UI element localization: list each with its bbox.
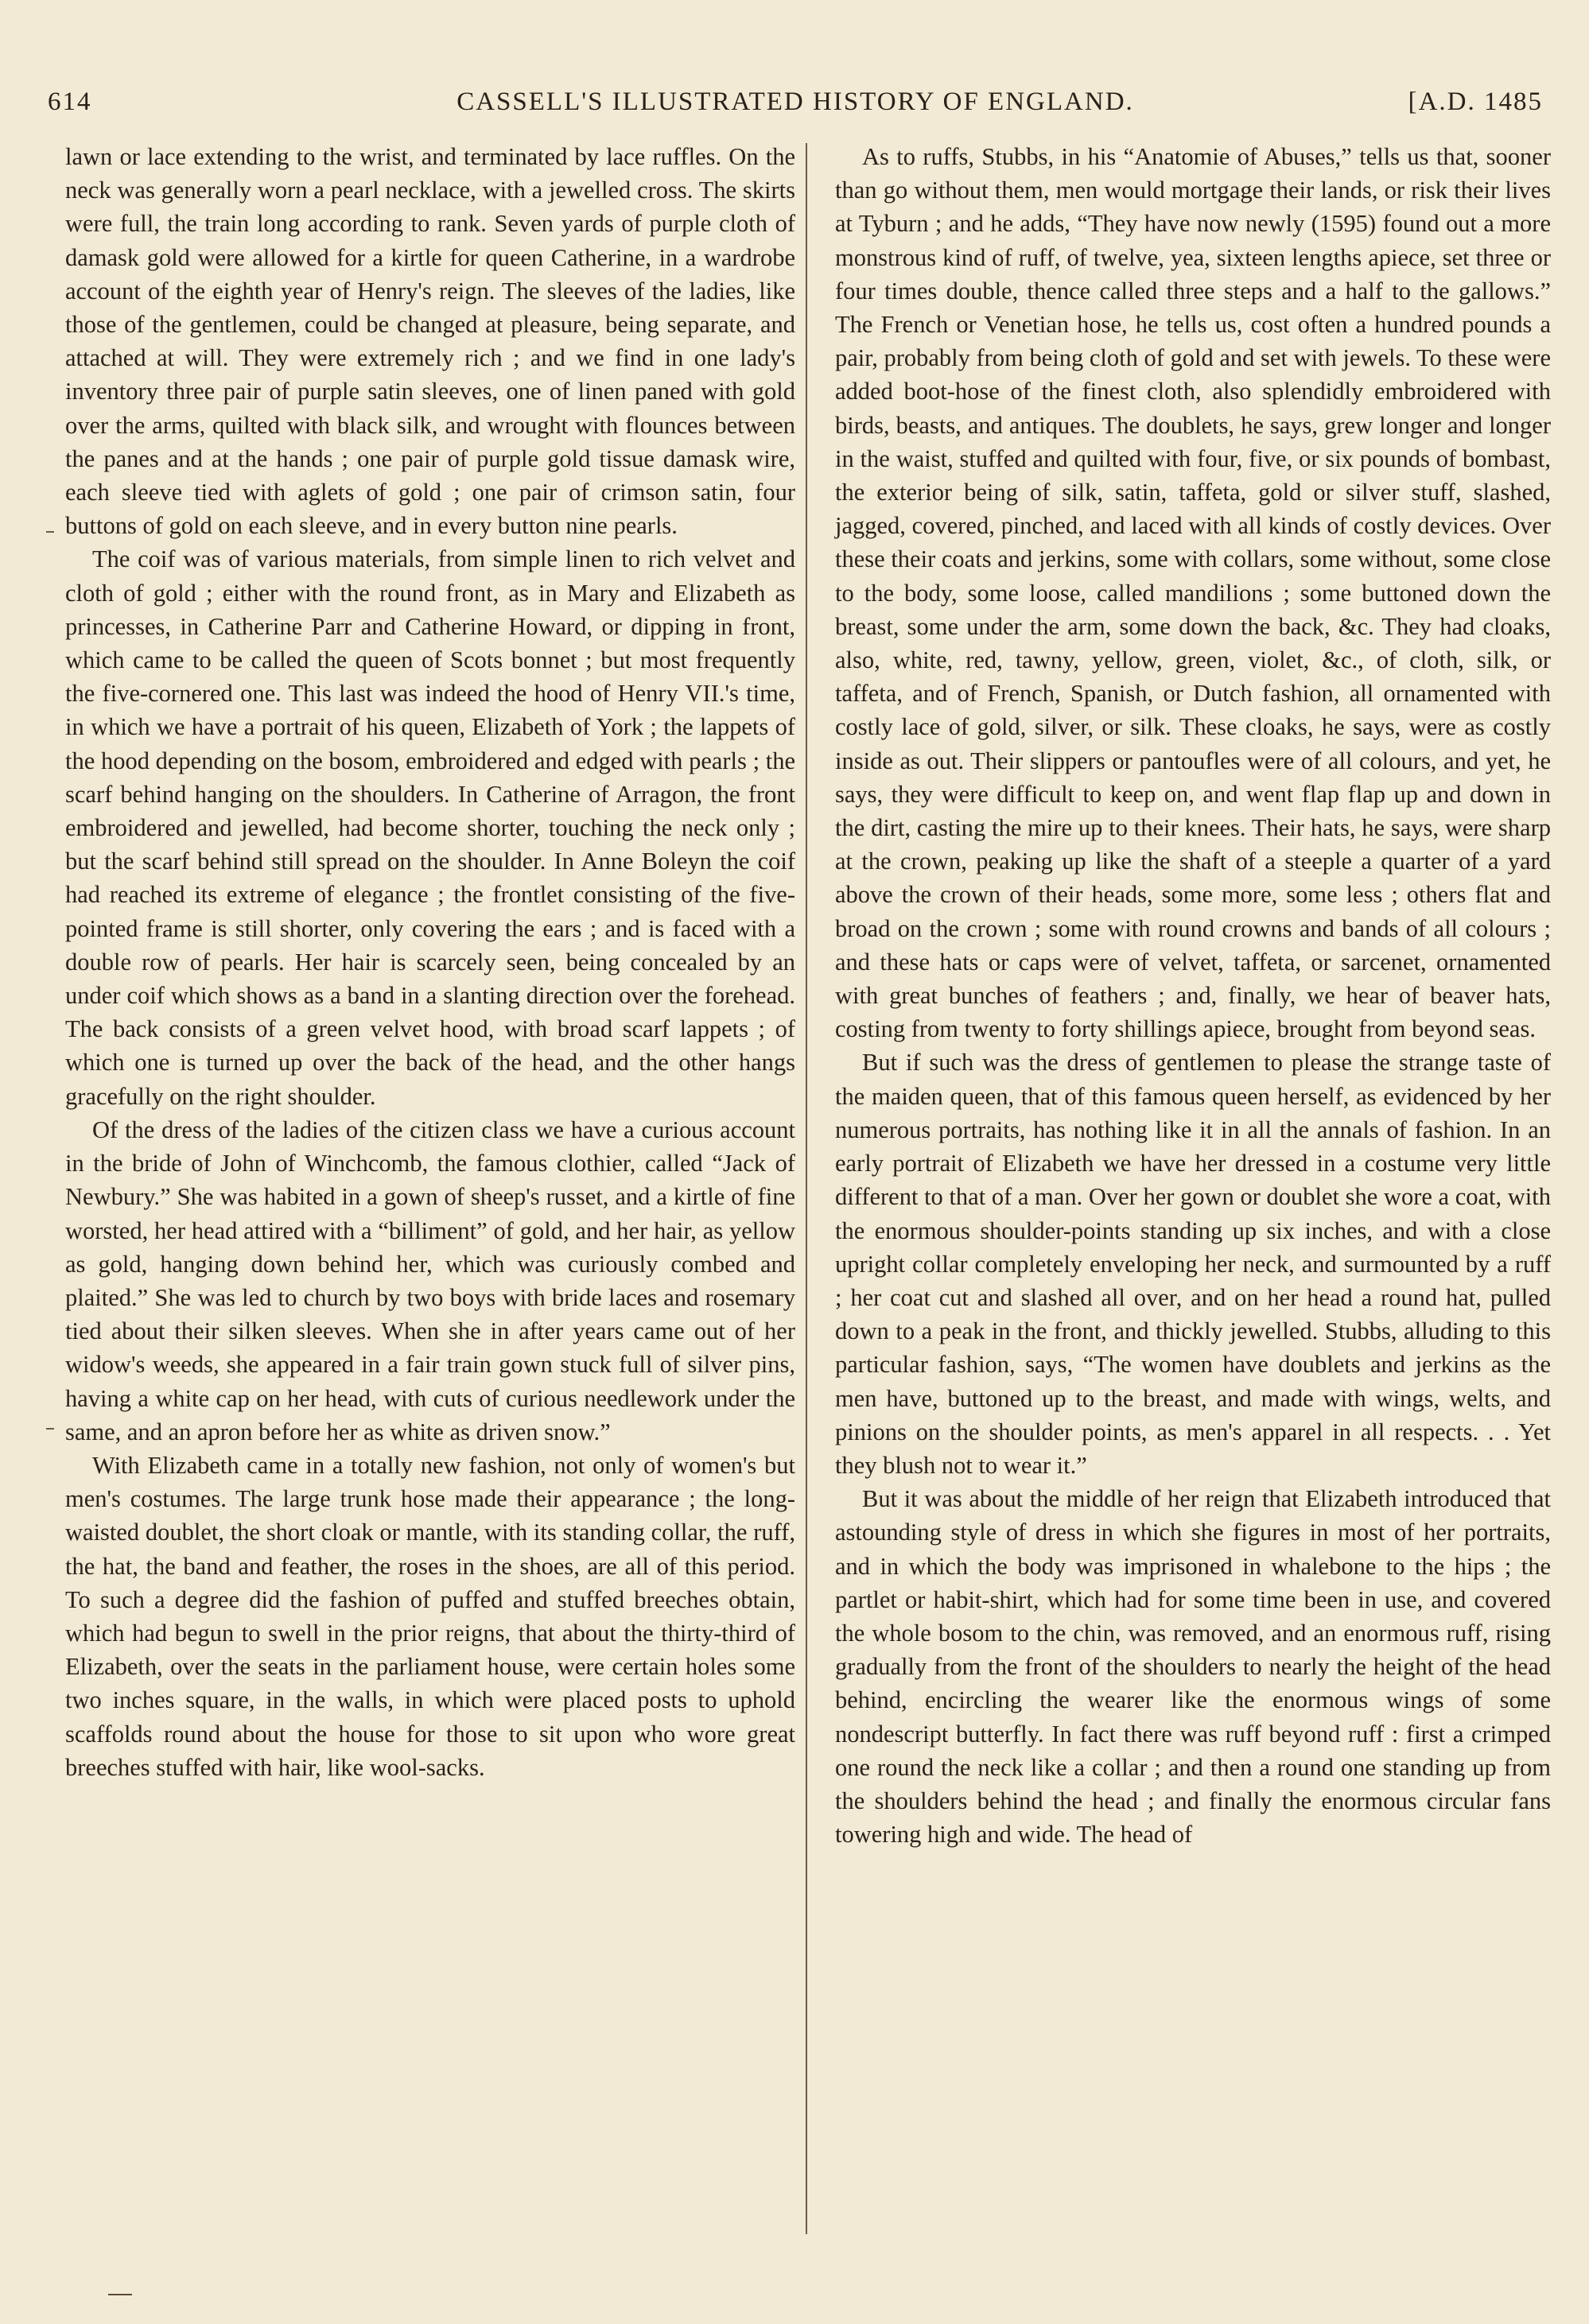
paragraph: As to ruffs, Stubbs, in his “Anatomie of Abuses,” tells us that, sooner than go without them, men would mortgage their lands, or risk their lives at Tyburn ; and he adds, “They have now newly (1595) found out a more monstrous kind of ruff, of twelve, yea, sixteen lengths apiece, set three or four times double, thence called three steps and a half to the gallows.” The French or Venetian hose, he tells us, cost often a hundred pounds a pair, probably from being cloth of gold and set with jewels. To these were added boot-hose of the finest cloth, also splendidly embroidered with birds, beasts, and antiques. The doublets, he says, grew longer and longer in the waist, stuffed and quilted with four, five, or six pounds of bombast, the exterior being of silk, satin, taffeta, gold or silver stuff, slashed, jagged, covered, pinched, and laced with all kinds of costly devices. Over these their coats and jerkins, some with collars, some without, some close to the body, some loose, called mandilions ; some buttoned down the breast, some under the arm, some down the back, &c. They had cloaks, also, white, red, tawny, yellow, green, violet, &c., of cloth, silk, or taffeta, and of French, Spanish, or Dutch fashion, all ornamented with costly lace of gold, silver, or silk. These cloaks, he says, were as costly inside as out. Their slippers or pantoufles were of all colours, and yet, he says, they were difficult to keep on, and went flap flap up and down in the dirt, casting the mire up to their knees. Their hats, he says, were sharp at the crown, peaking up like the shaft of a steeple a quarter of a yard above the crown of their heads, some more, some less ; others flat and broad on the crown ; some with round crowns and bands of all colours ; and these hats or caps were of velvet, taffeta, or sarcenet, ornamented with great bunches of feathers ; and, finally, we hear of beaver hats, costing from twenty to forty shillings apiece, brought from beyond seas. (835, 143, 1551, 1043)
margin-mark (46, 1428, 54, 1430)
paragraph: But if such was the dress of gentlemen to please the strange taste of the maiden queen, that of this famous queen herself, as evidenced by her numerous portraits, has nothing like it in all the annals of fashion. In an early portrait of Elizabeth we have her dressed in a costume very little different to that of a man. Over her gown or doublet she wore a coat, with the enormous shoulder-points standing up six inches, and with a close upright collar completely enveloping her neck, and surmounted by a ruff ; her coat cut and slashed all over, and on her head a round hat, pulled down to a peak in the front, and thickly jewelled. Stubbs, alluding to this particular fashion, says, “The women have doublets and jerkins as the men have, buttoned up to the breast, and made with wings, welts, and pinions on the shoulder points, as men's apparel in all respects. . . Yet they blush not to wear it.” (835, 1049, 1551, 1479)
page-number: 614 (48, 87, 92, 116)
running-header (48, 80, 1543, 127)
paragraph: The coif was of various materials, from simple linen to rich velvet and cloth of gold ; either with the round front, as in Mary and Elizabeth as princesses, in Catherine Parr and Catherine Howard, or dipping in front, which came to be called the queen of Scots bonnet ; but most frequently the five-cornered one. This last was indeed the hood of Henry VII.'s time, in which we have a portrait of his queen, Elizabeth of York ; the lappets of the hood depending on the bosom, embroidered and edged with pearls ; the scarf behind hanging on the shoulders. In Catherine of Arragon, the front embroidered and jewelled, had become shorter, touching the neck only ; but the scarf behind still spread on the shoulder. In Anne Boleyn the coif had reached its extreme of elegance ; the frontlet consisting of the five-pointed frame is still shorter, only covering the ears ; and is faced with a double row of pearls. Her hair is scarcely seen, being concealed by an under coif which shows as a band in a slanting direction over the forehead. The back consists of a green velvet hood, with broad scarf lappets ; of which one is turned up over the back of the head, and the other hangs gracefully on the right shoulder. (65, 545, 795, 1110)
margin-mark (46, 531, 54, 533)
paragraph: With Elizabeth came in a totally new fashion, not only of women's but men's costumes. The large trunk hose made their appearance ; the long-waisted doublet, the short cloak or mantle, with its standing collar, the ruff, the hat, the band and feather, the roses in the shoes, are all of this period. To such a degree did the fashion of puffed and stuffed breeches obtain, which had begun to swell in the prior reigns, that about the thirty-third of Elizabeth, over the seats in the parliament house, were certain holes some two inches square, in the walls, in which were placed posts to uphold scaffolds round about the house for those to sit upon who wore great breeches stuffed with hair, like wool-sacks. (65, 1451, 795, 1781)
header-date: [A.D. 1485 (1408, 87, 1543, 116)
paragraph: Of the dress of the ladies of the citizen class we have a curious account in the bride of John of Winchcomb, the famous clothier, called “Jack of Newbury.” She was habited in a gown of sheep's russet, and a kirtle of fine worsted, her head attired with a “billiment” of gold, and her hair, as yellow as gold, hanging down behind her, which was curiously combed and plaited.” She was led to church by two boys with bride laces and rosemary tied about their silken sleeves. When she in after years came out of her widow's weeds, she appeared in a fair train gown stuck full of silver pins, having a white cap on her head, with cuts of curious needlework under the same, and an apron before her as white as driven snow.” (65, 1115, 795, 1445)
right-column (835, 140, 1551, 1851)
paragraph: lawn or lace extending to the wrist, and terminated by lace ruffles. On the neck was generally worn a pearl necklace, with a jewelled cross. The skirts were full, the train long according to rank. Seven yards of purple cloth of damask gold were allowed for a kirtle for queen Catherine, in a wardrobe account of the eighth year of Henry's reign. The sleeves of the ladies, like those of the gentlemen, could be changed at pleasure, being separate, and attached at will. They were extremely rich ; and we find in one lady's inventory three pair of purple satin sleeves, one of linen paned with gold over the arms, quilted with black silk, and wrought with flounces between the panes and at the hands ; one pair of purple gold tissue damask wire, each sleeve tied with aglets of gold ; one pair of crimson satin, four buttons of gold on each sleeve, and in every button nine pearls. (65, 143, 795, 540)
paragraph: But it was about the middle of her reign that Elizabeth introduced that astounding style of dress in which she figures in most of her portraits, and in which the body was imprisoned in whalebone to the hips ; the partlet or habit-shirt, which had for some time been in use, and covered the whole bosom to the chin, was removed, and an enormous ruff, rising gradually from the front of the shoulders to nearly the height of the head behind, encircling the wearer like the enormous wings of some nondescript butterfly. In fact there was ruff beyond ruff : first a crimped one round the neck like a collar ; and then a round one standing up from the shoulders behind the head ; and finally the enormous circular fans towering high and wide. The head of (835, 1485, 1551, 1849)
column-divider (806, 143, 807, 2234)
running-title: CASSELL'S ILLUSTRATED HISTORY OF ENGLAND. (456, 87, 1134, 116)
left-column (65, 140, 795, 1784)
footer-dash (108, 2294, 132, 2295)
